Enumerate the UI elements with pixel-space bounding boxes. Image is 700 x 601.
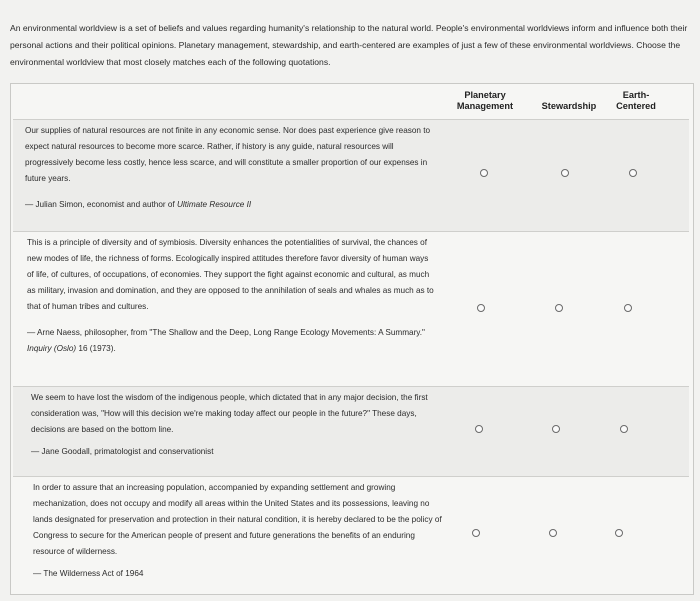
quote-text: This is a principle of diversity and of symbiosis. Diversity enhances the potentialities of survival, the chances of new modes of life, the richness of forms. Ecologically inspired attitudes therefore favor diversity of human ways of life, of cultures, of occupations, of economies. They support the fight against economic and cultural, as much as military, invasion and domination, and they are opposed to the annihilation of seals and whales as much as to that of human tribes and cultures. (27, 238, 434, 311)
quote-cell (31, 390, 441, 460)
radio-stewardship[interactable] (552, 425, 560, 433)
quote-attribution: — Julian Simon, economist and author of Ultimate Resource II (25, 200, 252, 209)
quote-attribution: — The Wilderness Act of 1964 (33, 569, 144, 578)
quote-text: Our supplies of natural resources are not finite in any economic sense. Nor does past experience give reason to expect natural resources to become more scarce. Rather, if history is any guide, natural resources will progressively become less costly, hence less scarce, and will constitute a smaller proportion of our expenses in future years. (25, 126, 431, 183)
column-header-planetary-management: Planetary Management (456, 90, 514, 111)
table-header (11, 84, 693, 118)
radio-stewardship[interactable] (561, 169, 569, 177)
worldview-matching-table (10, 83, 694, 595)
column-header-stewardship: Stewardship (541, 101, 597, 111)
radio-earth-centered[interactable] (629, 169, 637, 177)
radio-planetary-management[interactable] (477, 304, 485, 312)
quote-text: We seem to have lost the wisdom of the indigenous people, which dictated that in any major decision, the first consideration was, "How will this decision we're making today affect our people in the future?" These days, decisions are based on the bottom line. (31, 393, 428, 434)
table-row (13, 386, 689, 477)
question-intro: An environmental worldview is a set of beliefs and values regarding humanity's relationship to the natural world. People's environmental worldviews inform and influence both their personal actions and their political opinions. Planetary management, stewardship, and earth-centered are examples of just a few of these environmental worldviews. Choose the environmental worldview that most closely matches each of the following quotations. (10, 23, 688, 67)
radio-stewardship[interactable] (555, 304, 563, 312)
quote-text: In order to assure that an increasing population, accompanied by expanding settlement and growing mechanization, does not occupy and modify all areas within the United States and its possessions, leaving no lands designated for preservation and protection in their natural condition, it is hereby declared to be the policy of Congress to secure for the American people of present and future generations the benefits of an enduring resource of wilderness. (33, 483, 442, 556)
table-row (13, 231, 689, 387)
quote-cell (33, 480, 443, 582)
quote-attribution: — Arne Naess, philosopher, from "The Shallow and the Deep, Long Range Ecology Movements: A Summary." Inquiry (Oslo) 16 (1973). (27, 328, 425, 353)
radio-planetary-management[interactable] (475, 425, 483, 433)
radio-earth-centered[interactable] (620, 425, 628, 433)
radio-stewardship[interactable] (549, 529, 557, 537)
radio-earth-centered[interactable] (615, 529, 623, 537)
column-header-earth-centered: Earth-Centered (616, 90, 656, 111)
quote-cell (25, 123, 435, 213)
quote-attribution: — Jane Goodall, primatologist and conservationist (31, 447, 214, 456)
radio-planetary-management[interactable] (480, 169, 488, 177)
table-row (13, 476, 689, 593)
table-row (13, 119, 689, 232)
quote-cell (27, 235, 437, 357)
radio-planetary-management[interactable] (472, 529, 480, 537)
radio-earth-centered[interactable] (624, 304, 632, 312)
